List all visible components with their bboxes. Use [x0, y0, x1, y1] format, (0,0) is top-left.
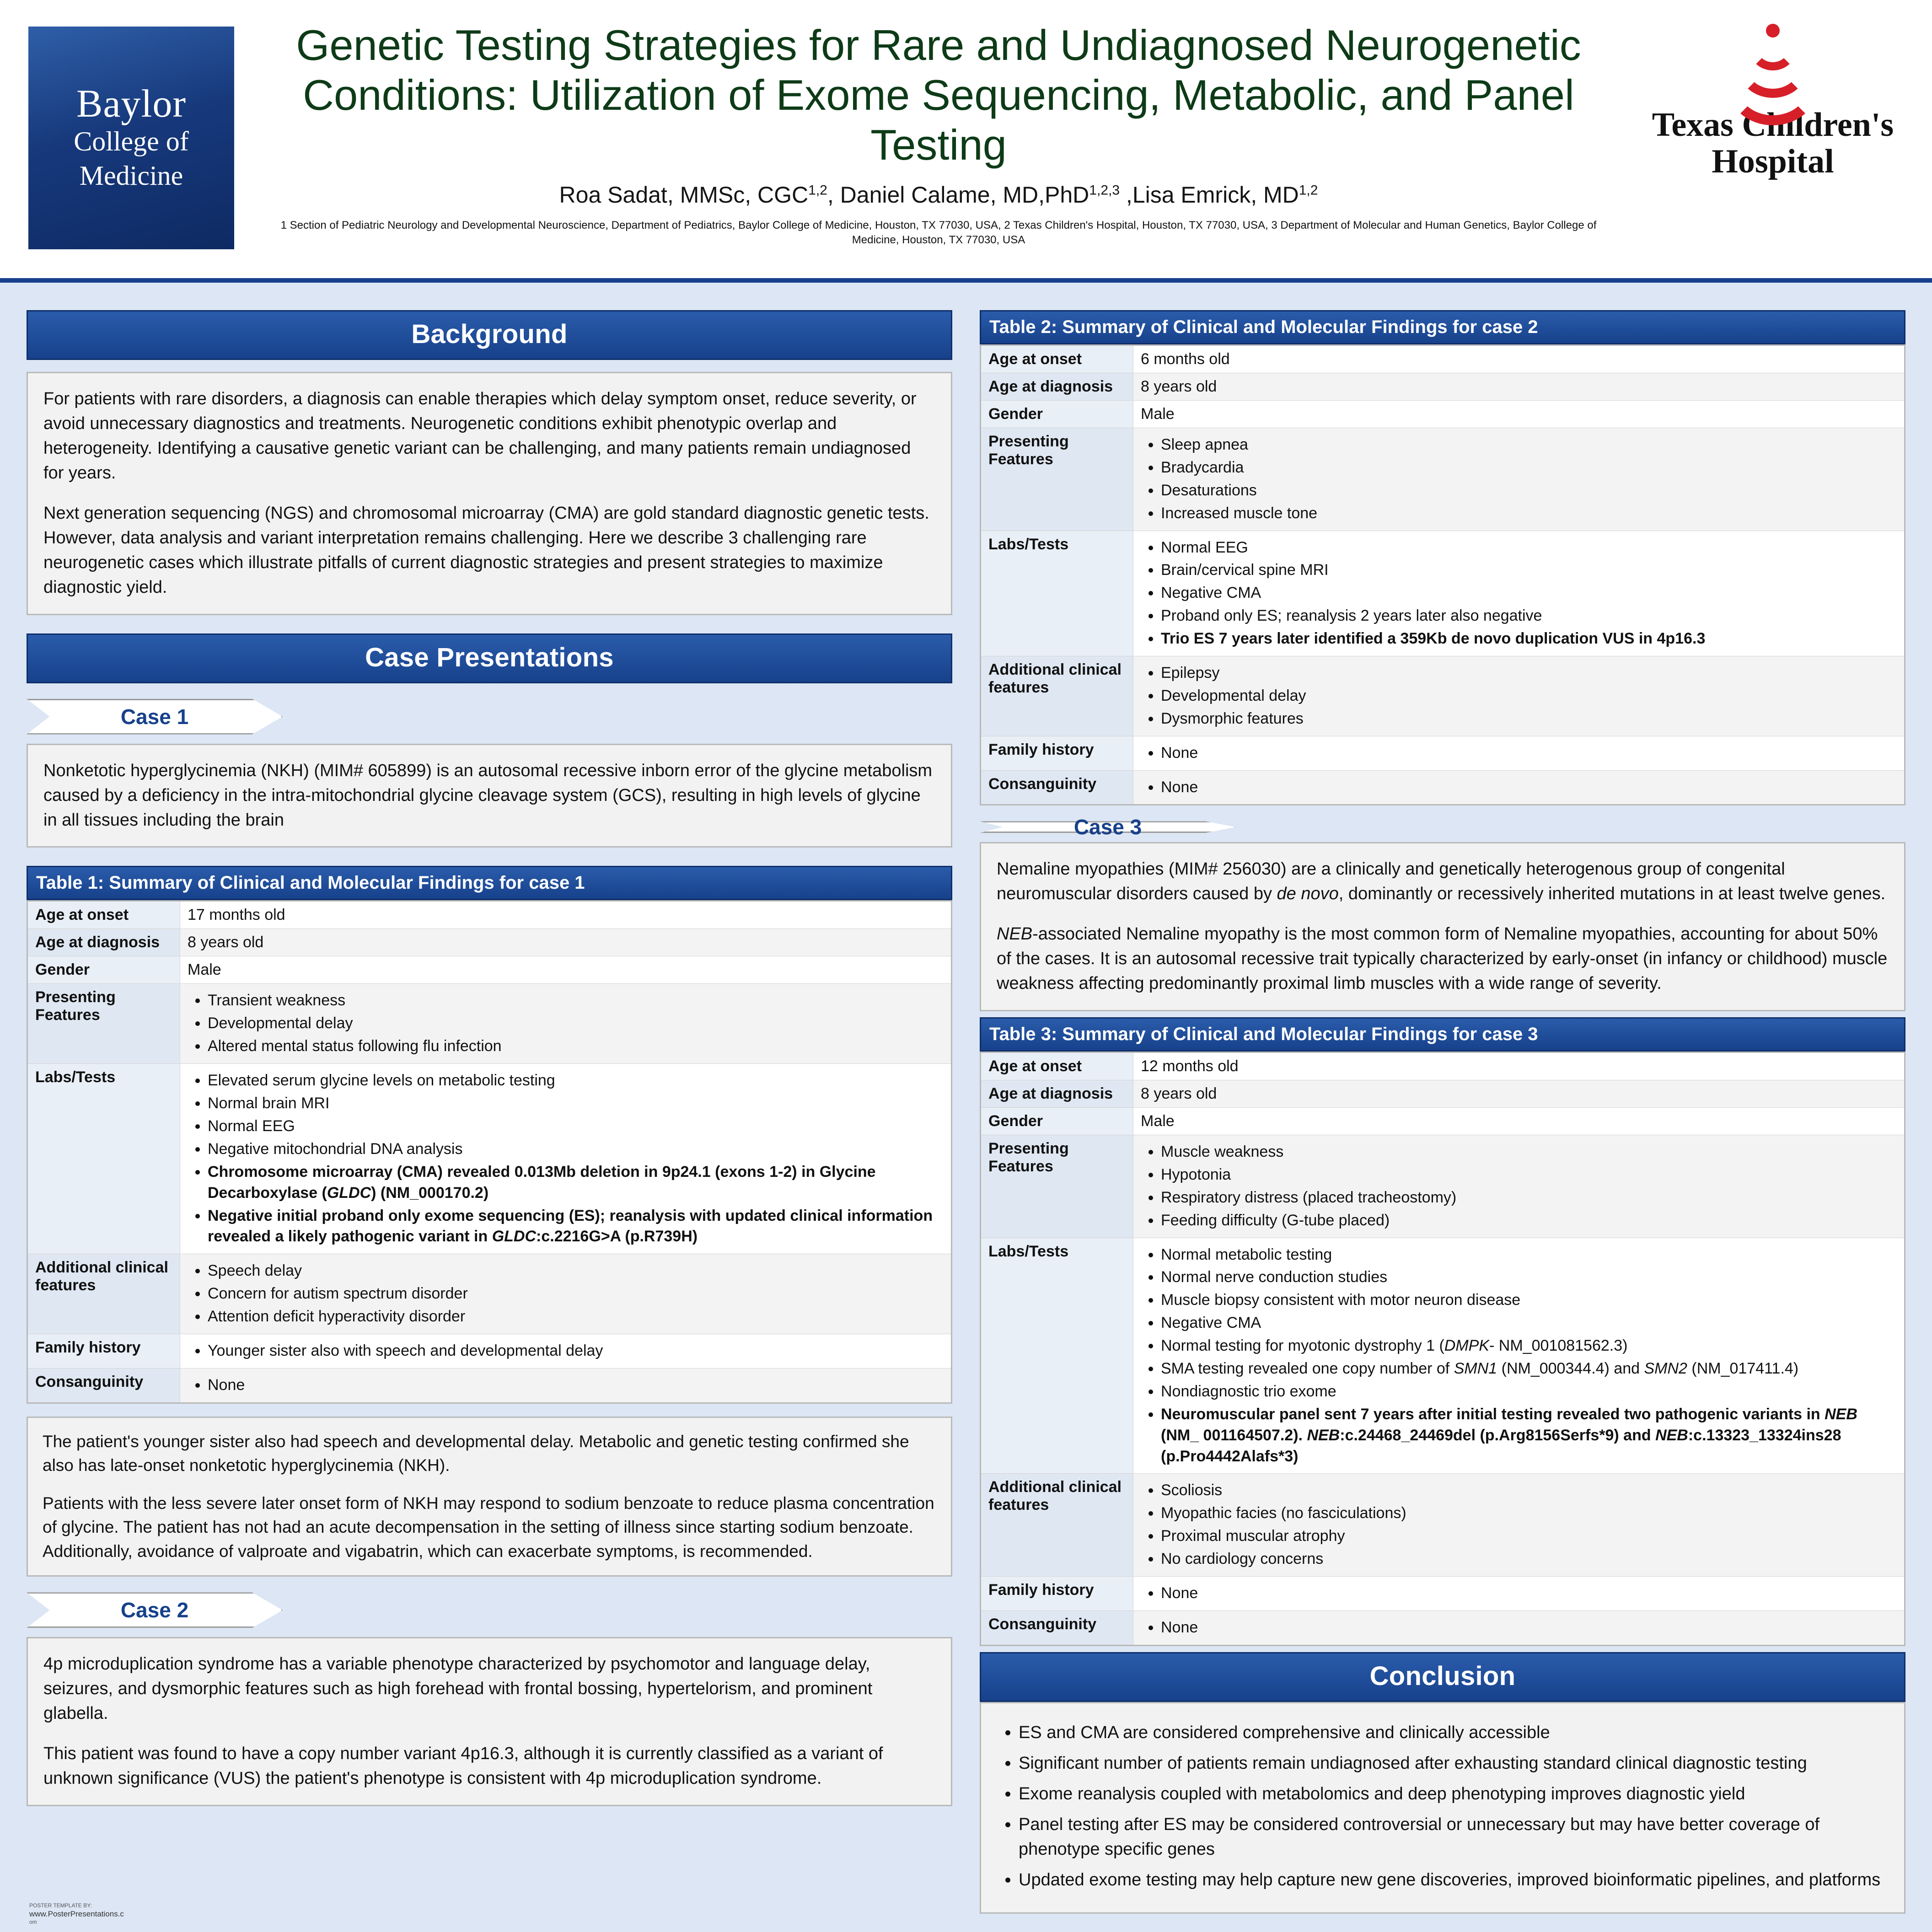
author-list: Roa Sadat, MMSc, CGC$^{1,2}$, Daniel Calame, MD,PhD$^{1,2,3}$ ,Lisa Emrick, MD$^{1,2}$: [559, 182, 1318, 208]
table3-label-presenting-features: Presenting Features: [981, 1135, 1133, 1238]
table-row: [981, 428, 1905, 531]
page-title: Genetic Testing Strategies for Rare and Undiagnosed Neurogenetic Conditions: Utilization of Exome Sequencing, Metabolic, and Panel Testing: [296, 21, 1581, 169]
table1-label-age-diagnosis: Age at diagnosis: [27, 929, 180, 956]
table2-value-age-onset: 6 months old: [1133, 345, 1905, 373]
table-2: [980, 344, 1905, 805]
case-1-description: [27, 744, 952, 848]
list-item: • Normal testing for myotonic dystrophy 1 (DMPK- NM_001081562.3): [1161, 1336, 1897, 1357]
table-row: [27, 1254, 952, 1334]
baylor-college-of-medicine-logo: [28, 27, 234, 249]
tch-logo-line2: Hospital: [1712, 142, 1834, 180]
list-item: • Muscle biopsy consistent with motor neuron disease: [1161, 1290, 1897, 1311]
list-item: • Increased muscle tone: [1161, 503, 1897, 524]
table2-label-age-onset: Age at onset: [981, 345, 1133, 373]
case-2-description: [27, 1637, 952, 1806]
table1-value-age-onset: 17 months old: [180, 901, 952, 929]
poster-columns: [27, 310, 1905, 1914]
table3-label-labs-tests: Labs/Tests: [981, 1238, 1133, 1474]
table2-label-gender: Gender: [981, 401, 1133, 428]
list-item: • Respiratory distress (placed tracheostomy): [1161, 1187, 1897, 1208]
case-3-description: [980, 842, 1905, 1011]
list-item: • Myopathic facies (no fasciculations): [1161, 1503, 1897, 1524]
list-item: • SMA testing revealed one copy number of SMN1 (NM_000344.4) and SMN2 (NM_017411.4): [1161, 1358, 1897, 1379]
table-row: [981, 1135, 1905, 1238]
table3-value-gender: Male: [1133, 1107, 1905, 1135]
list-item: • None: [1161, 1583, 1897, 1604]
list-item: • Muscle weakness: [1161, 1142, 1897, 1163]
table3-value-age-diagnosis: 8 years old: [1133, 1080, 1905, 1107]
table-3: [980, 1052, 1905, 1646]
right-column: [980, 310, 1905, 1914]
list-item: • Developmental delay: [1161, 686, 1897, 707]
credit-line-3: om: [29, 1919, 37, 1925]
table2-label-labs-tests: Labs/Tests: [981, 531, 1133, 656]
list-item: • Scoliosis: [1161, 1480, 1897, 1501]
table-row: [981, 1052, 1905, 1080]
background-paragraph-2: Next generation sequencing (NGS) and chromosomal microarray (CMA) are gold standard diagnostic genetic tests. However, data analysis and variant interpretation remains challenging. Here we describe 3 challenging rare neurogenetic cases which illustrate pitfalls of current diagnostic strategies and present strategies to maximize diagnostic yield.: [43, 503, 929, 597]
list-item: • Speech delay: [208, 1261, 944, 1282]
list-item: • Normal EEG: [208, 1116, 944, 1137]
table-row: [981, 656, 1905, 736]
table1-label-additional-features: Additional clinical features: [27, 1254, 180, 1334]
case-1-note-1: The patient's younger sister also had speech and developmental delay. Metabolic and genetic testing confirmed she also has late-onset nonketotic hyperglycinemia (NKH).: [43, 1432, 909, 1475]
table-row: [27, 1368, 952, 1403]
list-item: • Attention deficit hyperactivity disorder: [208, 1306, 944, 1327]
table1-value-consanguinity: [180, 1368, 952, 1403]
table1-value-labs-tests: [180, 1064, 952, 1254]
list-item: • Exome reanalysis coupled with metabolomics and deep phenotyping improves diagnostic yield: [1019, 1782, 1888, 1806]
list-item: • None: [208, 1375, 944, 1396]
table-row: [27, 984, 952, 1064]
list-item: • Updated exome testing may help capture new gene discoveries, improved bioinformatic pipelines, and platforms: [1019, 1868, 1888, 1892]
list-item-bold: • Chromosome microarray (CMA) revealed 0.013Mb deletion in 9p24.1 (exons 1-2) in Glycine Decarboxylase (GLDC) (NM_000170.2): [208, 1162, 944, 1204]
list-item-bold: • Trio ES 7 years later identified a 359Kb de novo duplication VUS in 4p16.3: [1161, 628, 1897, 649]
list-item: • None: [1161, 777, 1897, 798]
table1-label-presenting-features: Presenting Features: [27, 984, 180, 1064]
table-row: [27, 956, 952, 984]
table3-value-presenting-features: [1133, 1135, 1905, 1238]
table2-value-family-history: [1133, 736, 1905, 770]
table-row: [981, 770, 1905, 805]
background-paragraph-1: For patients with rare disorders, a diagnosis can enable therapies which delay symptom onset, reduce severity, or avoid unnecessary diagnostics and treatments. Neurogenetic conditions exhibit phenotypic overlap and heterogeneity. Identifying a causative genetic variant can be challenging, and many patients remain undiagnosed for years.: [43, 389, 917, 483]
list-item: • Sleep apnea: [1161, 435, 1897, 456]
table3-label-family-history: Family history: [981, 1576, 1133, 1610]
table-1: [27, 900, 952, 1403]
list-item: • Proband only ES; reanalysis 2 years later also negative: [1161, 606, 1897, 627]
baylor-logo-line1: Baylor: [76, 81, 187, 126]
table-row: [981, 1107, 1905, 1135]
table3-label-additional-features: Additional clinical features: [981, 1474, 1133, 1577]
table3-value-family-history: [1133, 1576, 1905, 1610]
list-item: • Epilepsy: [1161, 663, 1897, 684]
table2-value-labs-tests: [1133, 531, 1905, 656]
list-item-bold: • Negative initial proband only exome sequencing (ES); reanalysis with updated clinical information revealed a likely pathogenic variant in GLDC:c.2216G>A (p.R739H): [208, 1206, 944, 1248]
case-3-ribbon: [980, 815, 1236, 839]
list-item: • Hypotonia: [1161, 1165, 1897, 1186]
table-1-title: Table 1: Summary of Clinical and Molecular Findings for case 1: [27, 866, 952, 900]
case-3-paragraph-1: Nemaline myopathies (MIM# 256030) are a clinically and genetically heterogenous group of congenital neuromuscular disorders caused by de novo, dominantly or recessively inherited mutations in at least twelve genes.: [997, 859, 1886, 904]
list-item: • Normal nerve conduction studies: [1161, 1267, 1897, 1288]
table1-value-gender: Male: [180, 956, 952, 984]
table-row: [981, 736, 1905, 770]
case-presentations-heading: Case Presentations: [27, 633, 952, 683]
table2-value-additional-features: [1133, 656, 1905, 736]
list-item: • Elevated serum glycine levels on metabolic testing: [208, 1070, 944, 1091]
table1-label-gender: Gender: [27, 956, 180, 984]
case-1-note-2: Patients with the less severe later onset form of NKH may respond to sodium benzoate to reduce plasma concentration of glycine. The patient has not had an acute decompensation in the setting of illness since starting sodium benzoate. Additionally, avoidance of valproate and vigabatrin, which can exacerbate symptoms, is recommended.: [43, 1493, 934, 1561]
table2-label-additional-features: Additional clinical features: [981, 656, 1133, 736]
table3-label-gender: Gender: [981, 1107, 1133, 1135]
case-1-ribbon: [27, 699, 283, 735]
list-item: • Normal brain MRI: [208, 1093, 944, 1114]
credit-line-1: POSTER TEMPLATE BY:: [29, 1902, 92, 1909]
table3-label-consanguinity: Consanguinity: [981, 1610, 1133, 1645]
list-item: • Brain/cervical spine MRI: [1161, 560, 1897, 581]
table1-label-consanguinity: Consanguinity: [27, 1368, 180, 1403]
table1-label-age-onset: Age at onset: [27, 901, 180, 929]
list-item: • None: [1161, 743, 1897, 764]
table-row: [27, 929, 952, 956]
table-row: [981, 401, 1905, 428]
list-item: • Bradycardia: [1161, 457, 1897, 478]
table3-label-age-diagnosis: Age at diagnosis: [981, 1080, 1133, 1107]
case-2-paragraph-2: This patient was found to have a copy number variant 4p16.3, although it is currently classified as a variant of unknown significance (VUS) the patient's phenotype is consistent with 4p microduplication syndrome.: [43, 1744, 883, 1788]
table2-value-age-diagnosis: 8 years old: [1133, 373, 1905, 401]
poster-template-credit: [29, 1902, 124, 1926]
list-item: • Negative CMA: [1161, 583, 1897, 604]
list-item: • Transient weakness: [208, 990, 944, 1011]
case-2-label: Case 2: [120, 1598, 189, 1622]
table-row: [981, 1474, 1905, 1577]
baylor-logo-line3: Medicine: [79, 160, 183, 191]
list-item: • Feeding difficulty (G-tube placed): [1161, 1210, 1897, 1231]
case-1-text: Nonketotic hyperglycinemia (NKH) (MIM# 605899) is an autosomal recessive inborn error of the glycine metabolism caused by a deficiency in the intra-mitochondrial glycine cleavage system (GCS), resulting in high levels of glycine in all tissues including the brain: [43, 761, 933, 830]
list-item: • Negative CMA: [1161, 1313, 1897, 1334]
list-item: • Altered mental status following flu infection: [208, 1036, 944, 1057]
table3-label-age-onset: Age at onset: [981, 1052, 1133, 1080]
table-row: [981, 1238, 1905, 1474]
table2-label-consanguinity: Consanguinity: [981, 770, 1133, 805]
list-item: • ES and CMA are considered comprehensive and clinically accessible: [1019, 1721, 1888, 1745]
list-item: • Nondiagnostic trio exome: [1161, 1381, 1897, 1402]
left-column: [27, 310, 952, 1914]
case-1-notes: [27, 1417, 952, 1577]
table-row: [981, 1610, 1905, 1645]
table1-label-labs-tests: Labs/Tests: [27, 1064, 180, 1254]
table3-value-additional-features: [1133, 1474, 1905, 1577]
case-2-ribbon: [27, 1592, 283, 1628]
table-row: [27, 1334, 952, 1368]
table2-value-consanguinity: [1133, 770, 1905, 805]
table-2-title: Table 2: Summary of Clinical and Molecular Findings for case 2: [980, 310, 1905, 344]
table-row: [981, 345, 1905, 373]
table-row: [27, 901, 952, 929]
texas-childrens-hospital-logo: [1645, 26, 1901, 180]
list-item: • Negative mitochondrial DNA analysis: [208, 1139, 944, 1160]
list-item: • Normal metabolic testing: [1161, 1245, 1897, 1266]
tch-logo-line1: Texas Children's: [1652, 106, 1894, 144]
case-2-paragraph-1: 4p microduplication syndrome has a variable phenotype characterized by psychomotor and language delay, seizures, and dysmorphic features such as high forehead with frontal bossing, hypertelorism, and prominent glabella.: [43, 1654, 873, 1723]
table1-value-age-diagnosis: 8 years old: [180, 929, 952, 956]
table3-value-consanguinity: [1133, 1610, 1905, 1645]
table1-value-additional-features: [180, 1254, 952, 1334]
list-item: • Concern for autism spectrum disorder: [208, 1283, 944, 1304]
conclusion-panel: [980, 1702, 1905, 1914]
poster-header: [0, 0, 1932, 283]
list-item-bold: • Neuromuscular panel sent 7 years after initial testing revealed two pathogenic variants in NEB (NM_ 001164507.2). NEB:c.24468_24469del (p.Arg8156Serfs*9) and NEB:c.13323_13324ins28 (p.Pro4442Alafs*3): [1161, 1404, 1897, 1467]
list-item: • None: [1161, 1617, 1897, 1638]
table2-label-age-diagnosis: Age at diagnosis: [981, 373, 1133, 401]
tch-arcs-icon: [1729, 26, 1816, 103]
case-1-label: Case 1: [120, 704, 189, 729]
table1-value-presenting-features: [180, 984, 952, 1064]
table-row: [981, 531, 1905, 656]
list-item: • Panel testing after ES may be considered controversial or unnecessary but may have better coverage of phenotype specific genes: [1019, 1813, 1888, 1861]
table2-value-gender: Male: [1133, 401, 1905, 428]
table1-value-family-history: [180, 1334, 952, 1368]
case-3-label: Case 3: [1073, 815, 1142, 839]
list-item: • Normal EEG: [1161, 537, 1897, 558]
table-row: [981, 1576, 1905, 1610]
list-item: • Developmental delay: [208, 1013, 944, 1034]
list-item: • No cardiology concerns: [1161, 1549, 1897, 1570]
table-3-title: Table 3: Summary of Clinical and Molecular Findings for case 3: [980, 1017, 1905, 1052]
title-block: [247, 20, 1630, 248]
table2-value-presenting-features: [1133, 428, 1905, 531]
table-row: [981, 373, 1905, 401]
table-row: [27, 1064, 952, 1254]
table2-label-family-history: Family history: [981, 736, 1133, 770]
list-item: • Significant number of patients remain undiagnosed after exhausting standard clinical diagnostic testing: [1019, 1751, 1888, 1776]
table-row: [981, 1080, 1905, 1107]
table3-value-labs-tests: [1133, 1238, 1905, 1474]
conclusion-heading: Conclusion: [980, 1652, 1905, 1702]
background-panel: [27, 372, 952, 615]
list-item: • Younger sister also with speech and developmental delay: [208, 1341, 944, 1362]
list-item: • Proximal muscular atrophy: [1161, 1526, 1897, 1547]
table1-label-family-history: Family history: [27, 1334, 180, 1368]
credit-line-2: www.PosterPresentations.c: [29, 1909, 124, 1918]
table3-value-age-onset: 12 months old: [1133, 1052, 1905, 1080]
baylor-logo-line2: College of: [74, 126, 189, 156]
background-section-heading: Background: [27, 310, 952, 360]
list-item: • Desaturations: [1161, 480, 1897, 501]
affiliations: 1 Section of Pediatric Neurology and Developmental Neuroscience, Department of Pediatrics, Baylor College of Medicine, Houston, TX 77030, USA, 2 Texas Children's Hospital, Houston, TX 77030, USA, 3 Department of Molecular and Human Genetics, Baylor College of Medicine, Houston, TX 77030, USA: [280, 219, 1597, 247]
table2-label-presenting-features: Presenting Features: [981, 428, 1133, 531]
case-3-paragraph-2: NEB-associated Nemaline myopathy is the most common form of Nemaline myopathies, accounting for about 50% of the cases. It is an autosomal recessive trait typically characterized by early-onset (in infancy or childhood) muscle weakness affecting predominantly proximal limb muscles with a wide range of severity.: [997, 924, 1888, 993]
list-item: • Dysmorphic features: [1161, 708, 1897, 730]
